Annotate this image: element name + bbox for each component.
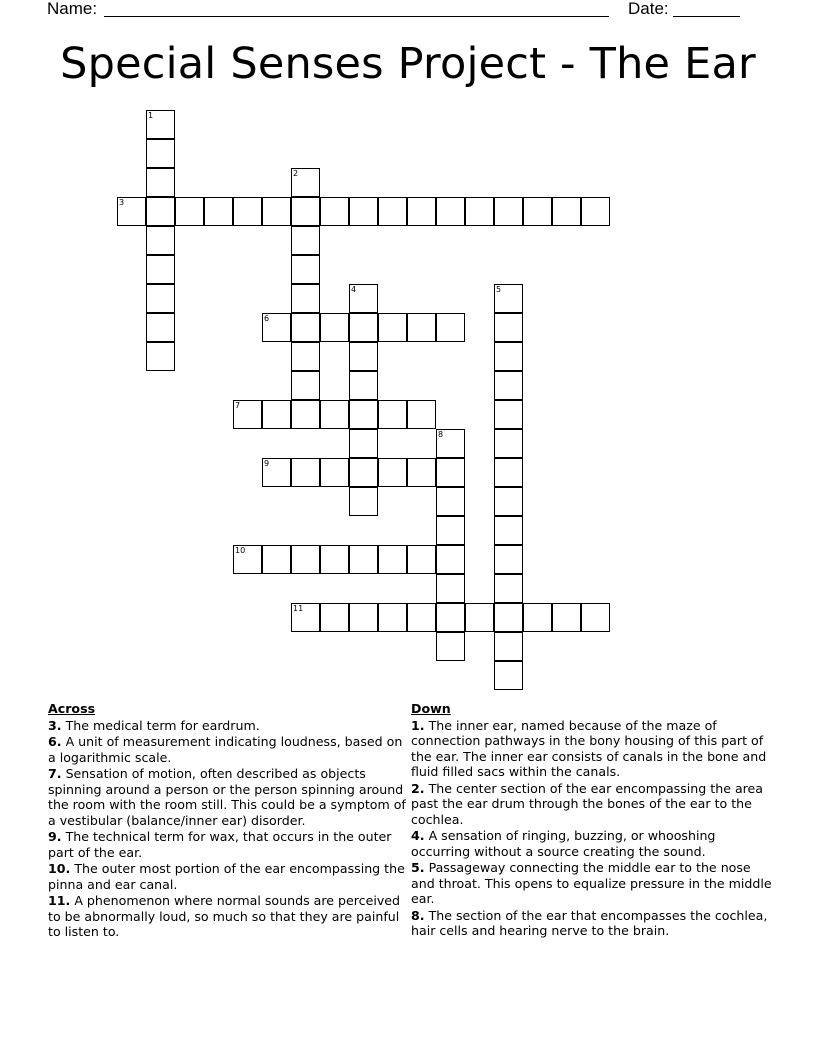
grid-cell[interactable] — [262, 313, 291, 342]
clue-number: 8 — [438, 430, 444, 439]
grid-cell[interactable] — [494, 313, 523, 342]
grid-cell[interactable] — [407, 197, 436, 226]
grid-cell[interactable] — [291, 458, 320, 487]
grid-cell[interactable] — [494, 574, 523, 603]
grid-cell[interactable] — [378, 458, 407, 487]
grid-cell[interactable] — [436, 458, 465, 487]
clue-item — [48, 766, 408, 828]
grid-cell[interactable] — [233, 197, 262, 226]
grid-cell[interactable] — [349, 313, 378, 342]
grid-cell[interactable] — [494, 197, 523, 226]
clue-item-text: The medical term for eardrum. — [61, 717, 260, 733]
grid-cell[interactable] — [378, 197, 407, 226]
grid-cell[interactable] — [378, 400, 407, 429]
clue-item — [48, 829, 408, 860]
clue-number: 6 — [264, 314, 270, 323]
page-title: Special Senses Project - The Ear — [60, 39, 756, 89]
grid-cell[interactable] — [494, 632, 523, 661]
grid-cell[interactable] — [146, 342, 175, 371]
clue-number: 1 — [148, 111, 154, 120]
grid-cell[interactable] — [436, 632, 465, 661]
grid-cell[interactable] — [407, 603, 436, 632]
grid-cell[interactable] — [291, 545, 320, 574]
across-clue-list — [48, 718, 408, 940]
grid-cell[interactable] — [378, 545, 407, 574]
clue-item-number: 7. — [48, 766, 62, 781]
grid-cell[interactable] — [349, 545, 378, 574]
grid-cell[interactable] — [291, 342, 320, 371]
date-label: Date: — [628, 0, 669, 18]
grid-cell[interactable] — [494, 458, 523, 487]
grid-cell[interactable] — [320, 458, 349, 487]
clue-number: 5 — [496, 285, 502, 294]
clue-item — [411, 828, 776, 859]
name-label: Name: — [47, 0, 98, 18]
clue-number: 4 — [351, 285, 357, 294]
clue-item-number: 11. — [48, 893, 71, 908]
grid-cell[interactable] — [407, 458, 436, 487]
clue-item — [411, 781, 776, 828]
grid-cell[interactable] — [146, 168, 175, 197]
grid-cell[interactable] — [494, 429, 523, 458]
clue-item-number: 1. — [411, 717, 425, 733]
grid-cell[interactable] — [291, 226, 320, 255]
grid-cell[interactable] — [291, 371, 320, 400]
grid-cell[interactable] — [320, 197, 349, 226]
clue-number: 10 — [235, 546, 246, 555]
grid-cell[interactable] — [436, 487, 465, 516]
grid-cell[interactable] — [349, 487, 378, 516]
grid-cell[interactable] — [436, 429, 465, 458]
across-heading: Across — [48, 701, 96, 716]
grid-cell[interactable] — [494, 661, 523, 690]
grid-cell[interactable] — [262, 197, 291, 226]
clue-item-number: 8. — [411, 907, 425, 923]
grid-cell[interactable] — [552, 603, 581, 632]
clue-number: 3 — [119, 198, 125, 207]
grid-cell[interactable] — [494, 545, 523, 574]
clue-item — [411, 718, 776, 780]
grid-cell[interactable] — [291, 313, 320, 342]
grid-cell[interactable] — [407, 400, 436, 429]
grid-cell[interactable] — [146, 313, 175, 342]
grid-cell[interactable] — [349, 342, 378, 371]
grid-cell[interactable] — [494, 371, 523, 400]
clue-item-number: 10. — [48, 861, 71, 876]
grid-cell[interactable] — [291, 197, 320, 226]
clue-item-text: Passageway connecting the middle ear to the nose and throat. This opens to equalize pressure in the middle ear. — [411, 860, 772, 906]
clue-item-number: 5. — [411, 860, 425, 875]
grid-cell[interactable] — [291, 284, 320, 313]
grid-cell[interactable] — [436, 516, 465, 545]
grid-cell[interactable] — [291, 168, 320, 197]
down-heading: Down — [411, 701, 451, 716]
clue-item — [48, 734, 408, 765]
clue-number: 7 — [235, 401, 241, 410]
grid-cell[interactable] — [349, 603, 378, 632]
grid-cell[interactable] — [233, 400, 262, 429]
clue-item-text: The outer most portion of the ear encompassing the pinna and ear canal. — [48, 861, 405, 892]
clue-item-text: A phenomenon where normal sounds are perceived to be abnormally loud, so much so that they are painful to listen to. — [48, 893, 401, 939]
grid-cell[interactable] — [494, 284, 523, 313]
clue-item — [48, 861, 408, 892]
grid-cell[interactable] — [436, 313, 465, 342]
grid-cell[interactable] — [494, 487, 523, 516]
clue-item — [411, 860, 776, 907]
clue-item-number: 9. — [48, 829, 62, 844]
grid-cell[interactable] — [581, 197, 610, 226]
clue-number: 9 — [264, 459, 270, 468]
date-blank-line[interactable] — [673, 16, 740, 17]
clue-item-number: 6. — [48, 734, 62, 749]
grid-cell[interactable] — [552, 197, 581, 226]
grid-cell[interactable] — [465, 197, 494, 226]
down-clues — [411, 701, 776, 940]
clue-item — [48, 718, 408, 734]
grid-cell[interactable] — [204, 197, 233, 226]
grid-cell[interactable] — [494, 516, 523, 545]
clue-item-text: The inner ear, named because of the maze of connection pathways in the bony housing of this part of the ear. The inner ear consists of canals in the bone and fluid filled sacs within the canals. — [411, 717, 767, 779]
grid-cell[interactable] — [581, 603, 610, 632]
grid-cell[interactable] — [349, 429, 378, 458]
grid-cell[interactable] — [378, 603, 407, 632]
grid-cell[interactable] — [436, 574, 465, 603]
grid-cell[interactable] — [349, 458, 378, 487]
down-clue-list — [411, 718, 776, 939]
grid-cell[interactable] — [291, 400, 320, 429]
clue-item-text: Sensation of motion, often described as objects spinning around a person or the person spinning around the room with the room still. This could be a symptom of a vestibular (balance/inner ear) disorder. — [48, 766, 406, 828]
name-blank-line[interactable] — [104, 16, 609, 17]
grid-cell[interactable] — [436, 197, 465, 226]
grid-cell[interactable] — [320, 400, 349, 429]
grid-cell[interactable] — [349, 284, 378, 313]
grid-cell[interactable] — [233, 545, 262, 574]
grid-cell[interactable] — [117, 197, 146, 226]
grid-cell[interactable] — [320, 603, 349, 632]
grid-cell[interactable] — [146, 110, 175, 139]
clue-number: 2 — [293, 169, 299, 178]
grid-cell[interactable] — [378, 313, 407, 342]
clue-number: 11 — [293, 604, 304, 613]
grid-cell[interactable] — [320, 545, 349, 574]
clue-item-number: 3. — [48, 717, 62, 733]
grid-cell[interactable] — [349, 400, 378, 429]
clue-item-text: The section of the ear that encompasses the cochlea, hair cells and hearing nerve to the brain. — [411, 907, 768, 938]
grid-cell[interactable] — [407, 545, 436, 574]
clue-item — [411, 908, 776, 939]
grid-cell[interactable] — [146, 139, 175, 168]
grid-cell[interactable] — [349, 197, 378, 226]
grid-cell[interactable] — [291, 603, 320, 632]
clue-item-text: A sensation of ringing, buzzing, or whooshing occurring without a source creating the sound. — [411, 828, 716, 859]
clue-item — [48, 893, 408, 940]
grid-cell[interactable] — [146, 284, 175, 313]
clue-item-number: 2. — [411, 780, 425, 796]
grid-cell[interactable] — [146, 197, 175, 226]
grid-cell[interactable] — [465, 603, 494, 632]
clue-item-text: The center section of the ear encompassing the area past the ear drum through the bones of the ear to the cochlea. — [411, 780, 764, 827]
grid-cell[interactable] — [349, 371, 378, 400]
grid-cell[interactable] — [523, 603, 552, 632]
across-clues — [48, 701, 408, 941]
grid-cell[interactable] — [262, 400, 291, 429]
grid-cell[interactable] — [291, 255, 320, 284]
grid-cell[interactable] — [262, 458, 291, 487]
header-line — [0, 0, 816, 22]
grid-cell[interactable] — [436, 603, 465, 632]
grid-cell[interactable] — [262, 545, 291, 574]
clue-item-text: A unit of measurement indicating loudness, based on a logarithmic scale. — [48, 734, 403, 765]
clue-item-text: The technical term for wax, that occurs in the outer part of the ear. — [48, 829, 392, 860]
clue-item-number: 4. — [411, 828, 425, 843]
grid-cell[interactable] — [523, 197, 552, 226]
grid-cell[interactable] — [146, 255, 175, 284]
grid-cell[interactable] — [494, 400, 523, 429]
grid-cell[interactable] — [494, 342, 523, 371]
grid-cell[interactable] — [436, 545, 465, 574]
grid-cell[interactable] — [146, 226, 175, 255]
grid-cell[interactable] — [175, 197, 204, 226]
grid-cell[interactable] — [407, 313, 436, 342]
grid-cell[interactable] — [494, 603, 523, 632]
grid-cell[interactable] — [320, 313, 349, 342]
